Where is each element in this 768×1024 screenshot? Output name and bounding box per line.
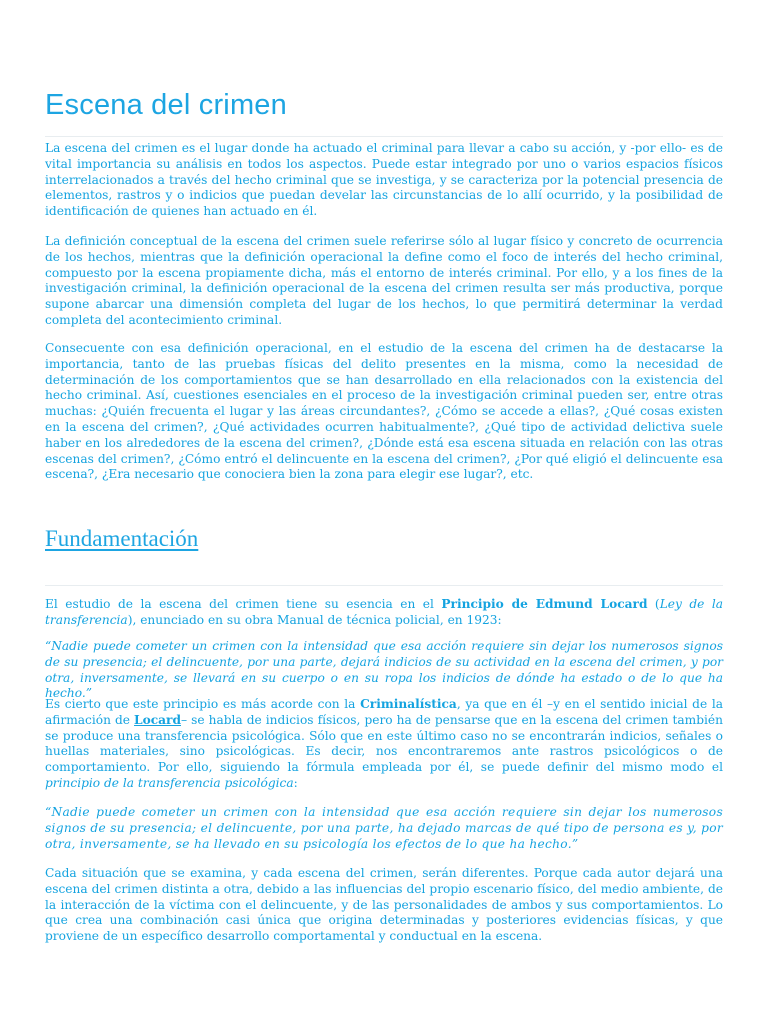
intro-paragraph-3: Consecuente con esa definición operacional, en el estudio de la escena del crimen ha de destacarse la importancia, tanto de las pruebas físicas del delito presentes en la misma, como la necesidad de determinación de los comportamientos que se han desarrollado en ella relacionados con la existencia del hecho criminal. Así, cuestiones esenciales en el proceso de la investigación criminal pueden ser, entre otras muchas: ¿Quién frecuenta el lugar y las áreas circundantes?, ¿Cómo se accede a ellas?, ¿Qué cosas existen en la escena del crimen?, ¿Qué actividades ocurren habitualmente?, ¿Qué tipo de actividad delictiva suele haber en los alrededores de la escena del crimen?, ¿Dónde está esa escena situada en relación con las otras escenas del crimen?, ¿Cómo entró el delincuente en la escena del crimen?, ¿Por qué eligió el delincuente esa escena?, ¿Era necesario que conociera bien la zona para elegir ese lugar?, etc. <box>45 341 723 482</box>
psych-transfer-term: principio de la transferencia psicológica <box>45 775 294 790</box>
psychological-quote: “Nadie puede cometer un crimen con la intensidad que esa acción requiere sin dejar los numerosos signos de su presencia; el delincuente, por una parte, ha dejado marcas de qué tipo de persona es y, por otra, inversamente, se ha llevado en su psicología los efectos de lo que ha hecho.” <box>45 805 723 851</box>
section-heading-fundamentacion[interactable]: Fundamentación <box>45 526 199 551</box>
intro-paragraph-2: La definición conceptual de la escena del crimen suele referirse sólo al lugar físico y concreto de ocurrencia de los hechos, mientras que la definición operacional la define como el foco de interés del hecho criminal, compuesto por la escena propiamente dicha, más el entorno de interés criminal. Por ello, y a los fines de la investigación criminal, la definición operacional de la escena del crimen resulta ser más productiva, porque supone abarcar una dimensión completa del lugar de los hechos, lo que permitirá determinar la verdad completa del acontecimiento criminal. <box>45 234 723 327</box>
fund-paragraph-3: Cada situación que se examina, y cada escena del crimen, serán diferentes. Porque cada autor dejará una escena del crimen distinta a otra, debido a las influencias del propio escenario físico, del medio ambiente, de la interacción de la víctima con el delincuente, y de las personalidades de ambos y sus comportamientos. Lo que crea una combinación casi única que origina determinadas y posteriores evidencias físicas, y que proviene de un específico desarrollo comportamental y conductual en la escena. <box>45 866 723 944</box>
fund-p1-text: El estudio de la escena del crimen tiene su esencia en el <box>45 597 442 611</box>
intro-paragraph-1: La escena del crimen es el lugar donde ha actuado el criminal para llevar a cabo su acción, y -por ello- es de vital importancia su análisis en todos los aspectos. Puede estar integrado por uno o varios espacios físicos interrelacionados a través del hecho criminal que se investiga, y se caracteriza por la potencial presencia de elementos, rastros y o indicios que puedan develar las circunstancias de lo allí ocurrido, y la posibilidad de identificación de quienes han actuado en él. <box>45 141 723 219</box>
fund-p1-tail: ), enunciado en su obra Manual de técnica policial, en 1923: <box>127 612 502 627</box>
page-title: Escena del crimen <box>45 89 287 121</box>
locard-quote: “Nadie puede cometer un crimen con la intensidad que esa acción requiere sin dejar los numerosos signos de su presencia; el delincuente, por una parte, dejará indicios de su actividad en la escena del crimen, y por otra, inversamente, se llevará en su cuerpo o en su ropa los indicios de dónde ha estado o de lo que ha hecho.” <box>45 639 723 701</box>
fund-paragraph-2 <box>45 697 723 792</box>
fund-p1-paren: ( <box>647 597 660 611</box>
locard-principle-term: Principio de Edmund Locard <box>441 597 648 611</box>
fund-p2-text-c: , ya que en él –y en el sentido inicial de la afirmación de <box>45 697 723 727</box>
criminalistica-term: Criminalística <box>360 697 457 711</box>
section-divider <box>45 585 723 586</box>
fund-paragraph-1 <box>45 597 723 629</box>
locard-link[interactable]: Locard <box>134 712 181 727</box>
fund-p2-text-a: Es cierto que este principio es más acorde con la <box>45 697 361 711</box>
fund-p2-text-g: : <box>293 775 298 790</box>
transfer-law-term: Ley de la transferencia <box>45 597 724 627</box>
fund-p2-text-e: – se habla de indicios físicos, pero ha de pensarse que en la escena del crimen también se produce una transferencia psicológica. Sólo que en este último caso no se encontrarán indicios, señales o huellas materiales, sino psicológicas. Es decir, nos encontraremos ante rastros psicológicos o de comportamiento. Por ello, siguiendo la fórmula empleada por él, se puede definir del mismo modo el <box>45 712 723 775</box>
title-divider <box>45 136 723 137</box>
